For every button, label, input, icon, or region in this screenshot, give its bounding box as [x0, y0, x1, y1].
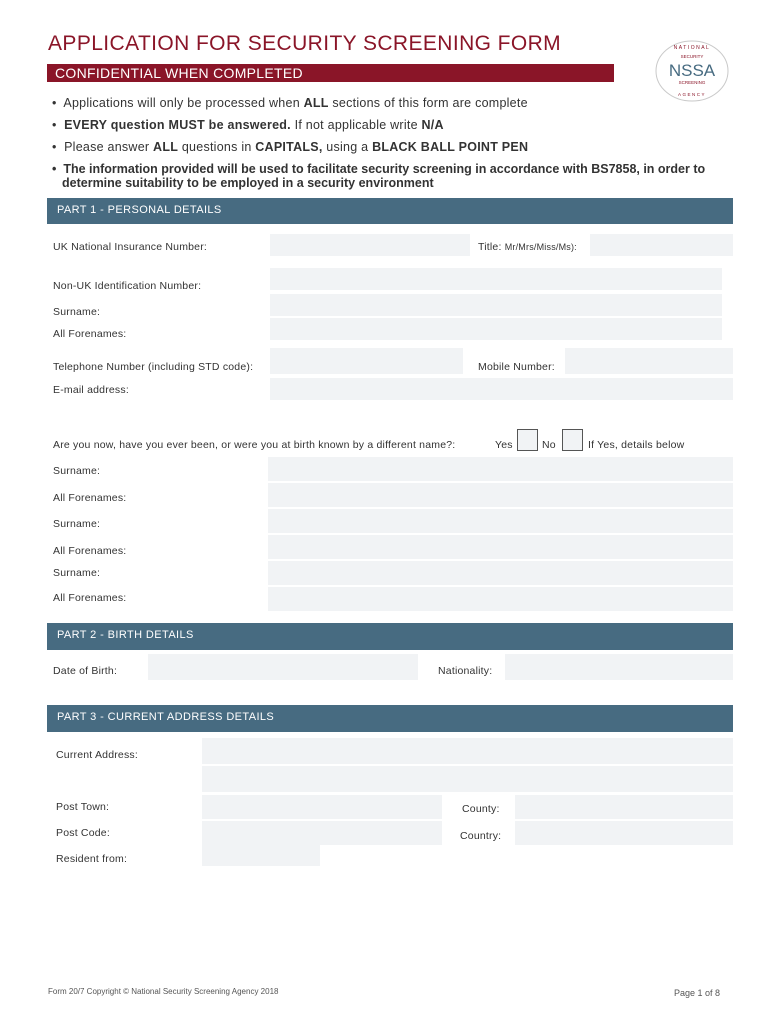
email-field[interactable]: [270, 378, 733, 400]
alias-surname-label: Surname:: [53, 518, 101, 530]
surname-label: Surname:: [53, 306, 101, 318]
non-uk-id-label: Non-UK Identification Number:: [53, 280, 202, 292]
alias-forenames-field[interactable]: [268, 587, 733, 611]
alias-surname-label: Surname:: [53, 567, 101, 579]
county-field[interactable]: [515, 795, 733, 819]
nationality-field[interactable]: [505, 654, 733, 680]
mobile-field[interactable]: [565, 348, 733, 374]
logo-top-text: NATIONAL: [673, 45, 711, 51]
alias-forenames-field[interactable]: [268, 483, 733, 507]
instruction-4: • The information provided will be used to facilitate security screening in accordance with BS7858, in order to: [52, 162, 706, 176]
forenames-field[interactable]: [270, 318, 722, 340]
dob-label: Date of Birth:: [53, 665, 118, 677]
county-label: County:: [462, 803, 500, 815]
confidential-banner: [47, 64, 614, 82]
part2-header: PART 2 - BIRTH DETAILS: [47, 623, 733, 650]
alias-forenames-label: All Forenames:: [53, 592, 127, 604]
address-label: Current Address:: [56, 749, 138, 761]
logo-mid-text: SECURITY: [680, 54, 704, 59]
part1-header: PART 1 - PERSONAL DETAILS: [47, 198, 733, 224]
telephone-field[interactable]: [270, 348, 463, 374]
instruction-4-cont: determine suitability to be employed in a security environment: [62, 176, 434, 190]
alias-surname-field[interactable]: [268, 509, 733, 533]
resident-from-label: Resident from:: [56, 853, 128, 865]
alias-forenames-label: All Forenames:: [53, 545, 127, 557]
surname-field[interactable]: [270, 294, 722, 316]
mobile-label: Mobile Number:: [478, 361, 555, 373]
address-line-2[interactable]: [202, 766, 733, 792]
telephone-label: Telephone Number (including STD code):: [53, 361, 254, 373]
title-field[interactable]: [590, 234, 733, 256]
no-label: No: [542, 439, 556, 451]
alias-forenames-label: All Forenames:: [53, 492, 127, 504]
title-label: Title: Mr/Mrs/Miss/Ms):: [478, 241, 577, 253]
footer-copyright: Form 20/7 Copyright © National Security Screening Agency 2018: [48, 987, 279, 996]
country-field[interactable]: [515, 821, 733, 845]
page-number: Page 1 of 8: [674, 988, 721, 998]
ni-label: UK National Insurance Number:: [53, 241, 208, 253]
country-label: Country:: [460, 830, 502, 842]
logo-bottom-text: AGENCY: [677, 92, 707, 97]
if-yes-label: If Yes, details below: [588, 439, 685, 451]
nationality-label: Nationality:: [438, 665, 493, 677]
post-town-label: Post Town:: [56, 801, 110, 813]
yes-label: Yes: [495, 439, 513, 451]
address-line-1[interactable]: [202, 738, 733, 764]
forenames-label: All Forenames:: [53, 328, 127, 340]
alias-surname-label: Surname:: [53, 465, 101, 477]
alias-forenames-field[interactable]: [268, 535, 733, 559]
email-label: E-mail address:: [53, 384, 129, 396]
different-name-question: Are you now, have you ever been, or were you at birth known by a different name?:: [53, 439, 456, 451]
logo-acronym: NSSA: [668, 61, 716, 80]
post-code-label: Post Code:: [56, 827, 110, 839]
part3-header: PART 3 - CURRENT ADDRESS DETAILS: [47, 705, 733, 732]
post-town-field[interactable]: [202, 795, 442, 819]
instruction-3: • Please answer ALL questions in CAPITALS, using a BLACK BALL POINT PEN: [52, 140, 529, 154]
alias-surname-field[interactable]: [268, 457, 733, 481]
dob-field[interactable]: [148, 654, 418, 680]
alias-surname-field[interactable]: [268, 561, 733, 585]
instruction-1: • Applications will only be processed when ALL sections of this form are complete: [52, 96, 528, 110]
no-checkbox[interactable]: [562, 429, 583, 451]
confidential-text: CONFIDENTIAL WHEN COMPLETED: [55, 65, 303, 81]
nssa-logo: [652, 38, 732, 104]
ni-field[interactable]: [270, 234, 470, 256]
non-uk-id-field[interactable]: [270, 268, 722, 290]
resident-from-field[interactable]: [202, 842, 320, 866]
logo-sub-text: SCREENING: [678, 80, 706, 85]
yes-checkbox[interactable]: [517, 429, 538, 451]
instruction-2: • EVERY question MUST be answered. If not applicable write N/A: [52, 118, 444, 132]
form-title: APPLICATION FOR SECURITY SCREENING FORM: [48, 32, 562, 55]
